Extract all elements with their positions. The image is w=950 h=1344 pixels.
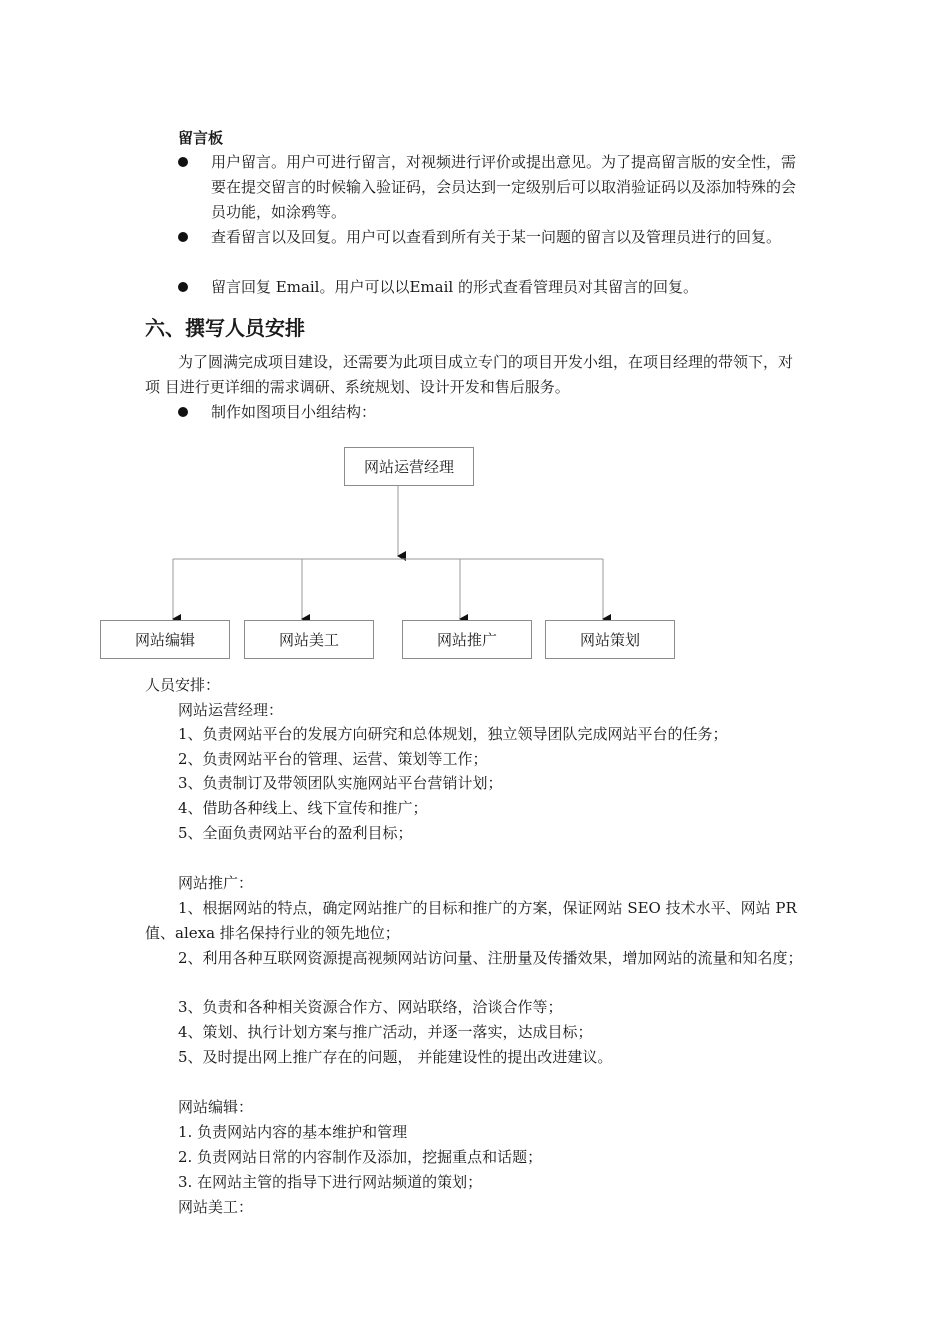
editor-duty: 1. 负责网站内容的基本维护和管理 [178, 1123, 408, 1141]
org-node-designer: 网站美工 [244, 620, 374, 659]
guestbook-item-2: 查看留言以及回复。用户可以查看到所有关于某一问题的留言以及管理员进行的回复。 [211, 228, 782, 246]
guestbook-heading: 留言板 [178, 129, 224, 147]
promotion-duty: 3、负责和各种相关资源合作方、网站联络，洽谈合作等； [178, 998, 563, 1016]
org-node-promotion: 网站推广 [402, 620, 532, 659]
org-node-editor: 网站编辑 [100, 620, 230, 659]
manager-duty: 4、借助各种线上、线下宣传和推广； [178, 799, 428, 817]
section-title: 六、撰写人员安排 [145, 316, 305, 340]
manager-duty: 2、负责网站平台的管理、运营、策划等工作； [178, 750, 488, 768]
staffing-label: 人员安排： [145, 676, 221, 694]
org-node-planning: 网站策划 [545, 620, 675, 659]
org-chart-caption: 制作如图项目小组结构： [211, 403, 377, 421]
manager-duty: 5、全面负责网站平台的盈利目标； [178, 824, 413, 842]
promotion-duty: 1、根据网站的特点，确定网站推广的目标和推广的方案，保证网站 SEO 技术水平、网站 PR 值、alexa 排名保持行业的领先地位； [145, 899, 797, 942]
promotion-title: 网站推广： [178, 874, 254, 892]
promotion-duty: 5、及时提出网上推广存在的问题， 并能建设性的提出改进建议。 [178, 1048, 613, 1066]
guestbook-item-1: 用户留言。用户可进行留言，对视频进行评价或提出意见。为了提高留言版的安全性，需要在提交留言的时候输入验证码，会员达到一定级别后可以取消验证码以及添加特殊的会员功能，如涂鸦等。 [211, 153, 797, 221]
manager-title: 网站运营经理： [178, 701, 284, 719]
editor-title: 网站编辑： [178, 1098, 254, 1116]
section-intro: 为了圆满完成项目建设，还需要为此项目成立专门的项目开发小组，在项目经理的带领下，对项 目进行更详细的需求调研、系统规划、设计开发和售后服务。 [145, 353, 794, 396]
org-node-root: 网站运营经理 [344, 447, 474, 486]
guestbook-item-3: 留言回复 Email。用户可以以Email 的形式查看管理员对其留言的回复。 [211, 278, 698, 296]
editor-duty: 3. 在网站主管的指导下进行网站频道的策划； [178, 1173, 483, 1191]
promotion-duty: 4、策划、执行计划方案与推广活动，并逐一落实，达成目标； [178, 1023, 593, 1041]
manager-duty: 3、负责制订及带领团队实施网站平台营销计划； [178, 774, 503, 792]
editor-duty: 2. 负责网站日常的内容制作及添加，挖掘重点和话题； [178, 1148, 543, 1166]
manager-duty: 1、负责网站平台的发展方向研究和总体规划，独立领导团队完成网站平台的任务； [178, 725, 728, 743]
designer-title: 网站美工： [178, 1198, 254, 1216]
promotion-duty: 2、利用各种互联网资源提高视频网站访问量、注册量及传播效果，增加网站的流量和知名度； [178, 949, 803, 967]
